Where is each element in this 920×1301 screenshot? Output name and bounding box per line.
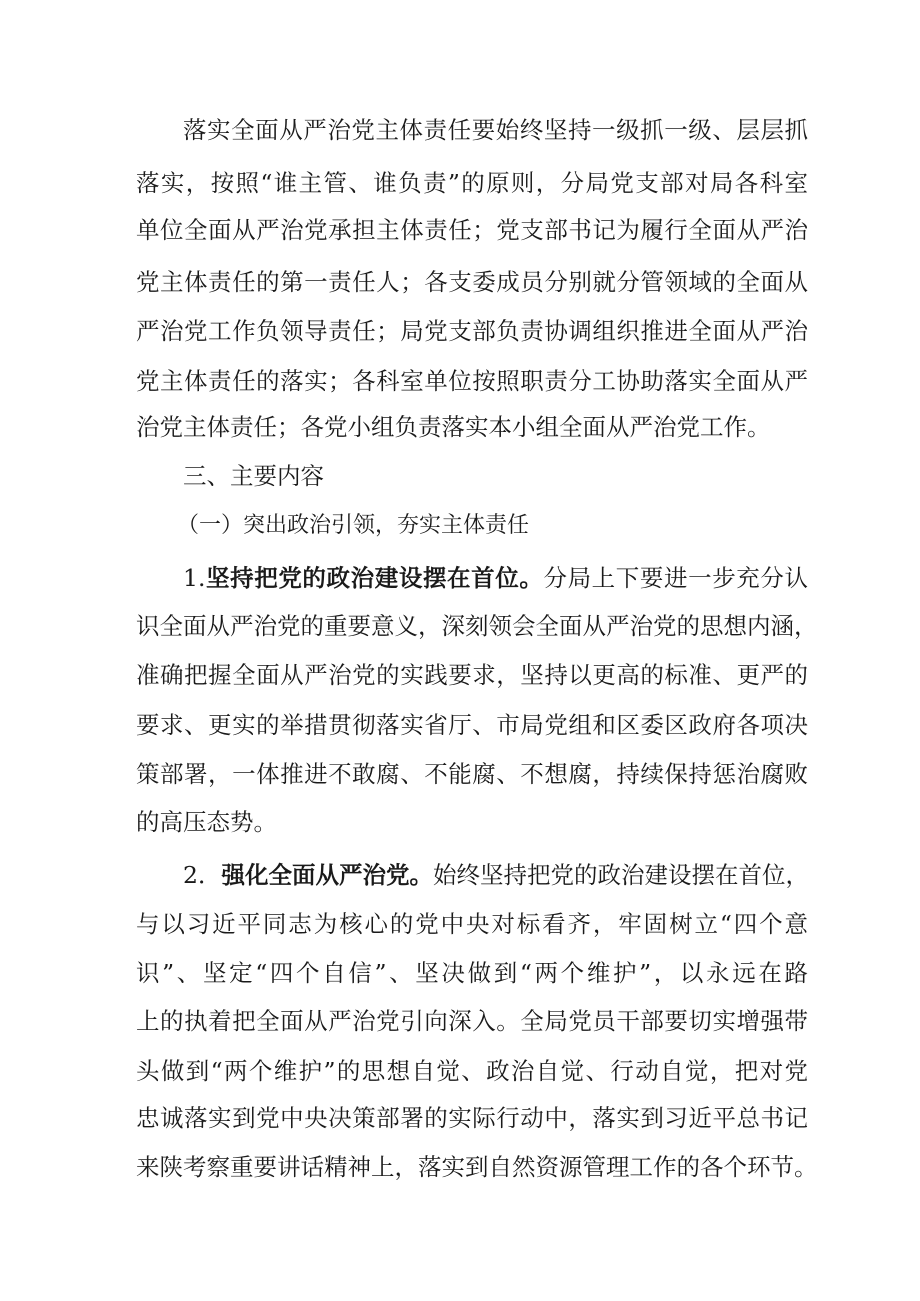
para1-line-6: 党主体责任的落实；各科室单位按照职责分工协助落实全面从严 — [136, 367, 808, 395]
subsection-heading: （一）突出政治引领，夯实主体责任 — [177, 513, 530, 538]
item2-line-5: 头做到“两个维护”的思想自觉、政治自觉、行动自觉，把对党 — [136, 1057, 808, 1085]
section-heading: 三、主要内容 — [183, 462, 324, 490]
item2-line-1 — [183, 859, 808, 891]
para1-line-3: 单位全面从严治党承担主体责任；党支部书记为履行全面从严治 — [136, 216, 808, 244]
item2-line-3: 识”、坚定“四个自信”、坚决做到“两个维护”，以永远在路 — [136, 959, 808, 987]
item1-line-2: 识全面从严治党的重要意义，深刻领会全面从严治党的思想内涵， — [136, 612, 818, 640]
item1-line-1 — [183, 562, 808, 594]
para1-line-1: 落实全面从严治党主体责任要始终坚持一级抓一级、层层抓 — [183, 116, 808, 144]
para1-line-4: 党主体责任的第一责任人；各支委成员分别就分管领域的全面从 — [136, 268, 808, 296]
item2-line-2: 与以习近平同志为核心的党中央对标看齐，牢固树立“四个意 — [136, 910, 808, 938]
item2-line-4: 上的执着把全面从严治党引向深入。全局党员干部要切实增强带 — [136, 1007, 808, 1035]
item2-number: 2． — [183, 861, 222, 889]
item1-line-6: 的高压态势。 — [136, 808, 277, 836]
item2-line-7: 来陕考察重要讲话精神上，落实到自然资源管理工作的各个环节。 — [136, 1153, 818, 1181]
para1-line-2: 落实，按照“谁主管、谁负责”的原则，分局党支部对局各科室 — [136, 169, 808, 197]
item1-line-4: 要求、更实的举措贯彻落实省厅、市局党组和区委区政府各项决 — [136, 711, 808, 739]
item1-bold-title: 坚持把党的政治建设摆在首位。 — [205, 564, 544, 592]
para1-line-5: 严治党工作负领导责任；局党支部负责协调组织推进全面从严治 — [136, 317, 808, 345]
item1-line-5: 策部署，一体推进不敢腐、不能腐、不想腐，持续保持惩治腐败 — [136, 760, 808, 788]
item2-line-6: 忠诚落实到党中央决策部署的实际行动中，落实到习近平总书记 — [136, 1104, 808, 1132]
para1-line-7: 治党主体责任；各党小组负责落实本小组全面从严治党工作。 — [136, 413, 771, 441]
item1-line-3: 准确把握全面从严治党的实践要求，坚持以更高的标准、更严的 — [136, 661, 808, 689]
item2-bold-title: 强化全面从严治党。 — [221, 861, 433, 889]
item2-first-rest: 始终坚持把党的政治建设摆在首位， — [432, 861, 809, 889]
item1-first-rest: 分局上下要进一步充分认 — [543, 564, 808, 592]
item1-number: 1. — [183, 564, 206, 592]
